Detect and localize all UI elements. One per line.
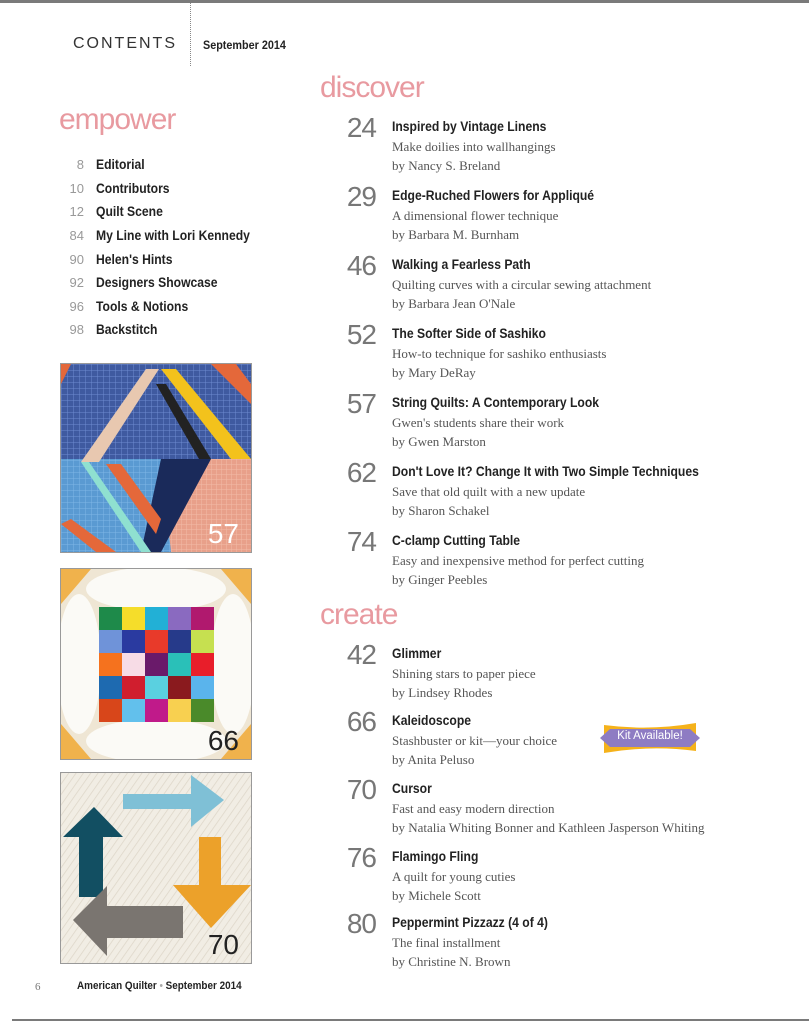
page-number: 52	[346, 319, 376, 350]
page-number: 46	[346, 250, 376, 281]
page-number: 29	[346, 181, 376, 212]
item-title: Editorial	[96, 157, 145, 173]
page-number: 92	[69, 275, 84, 291]
item-title: My Line with Lori Kennedy	[96, 228, 250, 244]
header-divider	[190, 3, 191, 66]
article-author: by Christine N. Brown	[392, 954, 511, 969]
page-number: 62	[346, 457, 376, 488]
article-title: String Quilts: A Contemporary Look	[392, 395, 600, 410]
issue-date: September 2014	[203, 38, 286, 52]
article-author: by Anita Peluso	[392, 752, 475, 767]
empower-item[interactable]	[60, 247, 267, 271]
footer-page-number: 6	[35, 981, 41, 993]
article-title: Edge-Ruched Flowers for Appliqué	[392, 188, 595, 203]
article-description: Stashbuster or kit—your choice	[392, 733, 557, 748]
page-number: 76	[346, 842, 376, 873]
item-title: Designers Showcase	[96, 275, 218, 291]
footer-publication	[77, 980, 242, 992]
page-number: 66	[346, 706, 376, 737]
item-title: Tools & Notions	[96, 298, 189, 314]
article-author: by Barbara M. Burnham	[392, 227, 520, 242]
article-description: Fast and easy modern direction	[392, 801, 555, 816]
empower-item[interactable]	[60, 153, 267, 177]
section-heading-discover: discover	[320, 71, 424, 104]
article-title: The Softer Side of Sashiko	[392, 326, 546, 341]
article-title: Inspired by Vintage Linens	[392, 119, 547, 134]
page-number: 42	[346, 639, 376, 670]
article-author: by Sharon Schakel	[392, 503, 490, 518]
footer-issue: September 2014	[165, 980, 242, 992]
empower-item[interactable]	[60, 177, 267, 201]
page-number: 74	[346, 526, 376, 557]
article-author: by Gwen Marston	[392, 434, 486, 449]
article-title: Glimmer	[392, 646, 442, 661]
article-title: Walking a Fearless Path	[392, 257, 531, 272]
page-number: 24	[346, 112, 376, 143]
empower-item[interactable]	[60, 224, 267, 248]
article-title: Kaleidoscope	[392, 713, 472, 728]
contents-label: CONTENTS	[73, 35, 177, 52]
page-number: 84	[69, 228, 84, 244]
top-rule	[0, 0, 809, 3]
page-number: 10	[69, 180, 84, 196]
article-description: Save that old quilt with a new update	[392, 484, 586, 499]
section-heading-create: create	[320, 598, 398, 631]
article-author: by Mary DeRay	[392, 365, 476, 380]
article-title: Peppermint Pizzazz (4 of 4)	[392, 915, 548, 930]
article-title: C-clamp Cutting Table	[392, 533, 521, 548]
article-description: Quilting curves with a circular sewing attachment	[392, 277, 652, 292]
article-title: Flamingo Fling	[392, 849, 479, 864]
thumbnail-kaleidoscope-quilt[interactable]	[60, 568, 252, 760]
thumbnail-cursor-quilt[interactable]	[60, 772, 252, 964]
page-number: 12	[69, 204, 84, 220]
article-description: A dimensional flower technique	[392, 208, 559, 223]
thumbnail-page-number: 57	[207, 518, 239, 549]
page-number: 8	[76, 157, 84, 173]
article-description: Make doilies into wallhangings	[392, 139, 556, 154]
thumbnail-page-number: 70	[207, 929, 239, 960]
magazine-name: American Quilter	[77, 980, 157, 992]
page-number: 70	[346, 774, 376, 805]
article-author: by Ginger Peebles	[392, 572, 488, 587]
bottom-rule	[12, 1019, 809, 1021]
article-title: Don't Love It? Change It with Two Simple Techniques	[392, 464, 699, 479]
article-author: by Michele Scott	[392, 888, 481, 903]
page-number: 90	[69, 251, 84, 267]
empower-item[interactable]	[60, 200, 267, 224]
article-author: by Barbara Jean O'Nale	[392, 296, 516, 311]
article-description: Shining stars to paper piece	[392, 666, 536, 681]
empower-list	[60, 153, 267, 342]
empower-item[interactable]	[60, 318, 267, 342]
item-title: Backstitch	[96, 322, 158, 338]
empower-item[interactable]	[60, 295, 267, 319]
page-number: 80	[346, 908, 376, 939]
page-number: 98	[69, 322, 84, 338]
thumbnail-string-quilt[interactable]	[60, 363, 252, 553]
item-title: Quilt Scene	[96, 204, 163, 220]
article-description: A quilt for young cuties	[392, 869, 516, 884]
item-title: Helen's Hints	[96, 251, 173, 267]
article-author: by Natalia Whiting Bonner and Kathleen Jasperson Whiting	[392, 820, 705, 835]
page-number: 57	[346, 388, 376, 419]
article-author: by Lindsey Rhodes	[392, 685, 493, 700]
separator: •	[159, 980, 163, 992]
thumbnail-page-number: 66	[207, 725, 239, 756]
article-title: Cursor	[392, 781, 432, 796]
item-title: Contributors	[96, 180, 170, 196]
page-number: 96	[69, 298, 84, 314]
article-description: Gwen's students share their work	[392, 415, 565, 430]
section-heading-empower: empower	[59, 103, 176, 136]
article-description: The final installment	[392, 935, 501, 950]
article-description: Easy and inexpensive method for perfect cutting	[392, 553, 644, 568]
kit-available-badge[interactable]	[600, 723, 700, 753]
article-author: by Nancy S. Breland	[392, 158, 501, 173]
empower-item[interactable]	[60, 271, 267, 295]
badge-label: Kit Available!	[617, 730, 683, 742]
article-description: How-to technique for sashiko enthusiasts	[392, 346, 607, 361]
